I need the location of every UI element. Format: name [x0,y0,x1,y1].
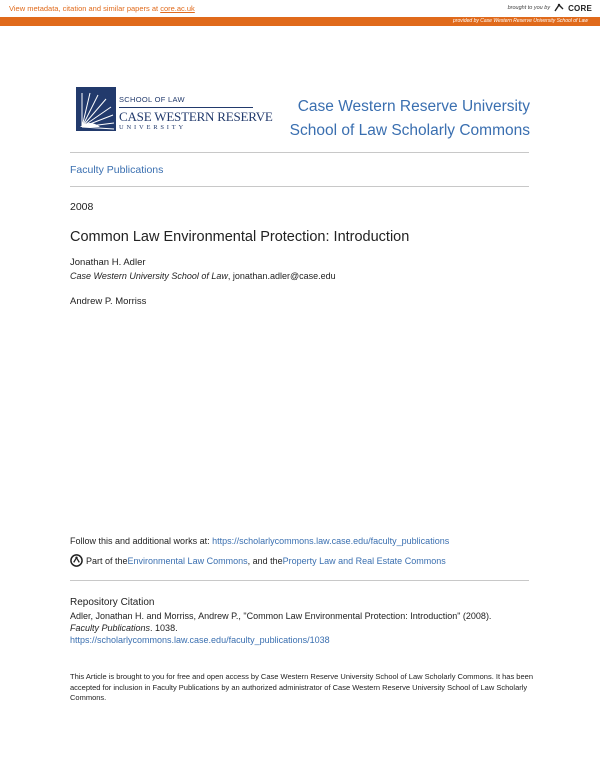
law-school-logo-icon [76,87,116,131]
series-divider [70,186,529,187]
partof-mid: , and the [247,555,283,566]
document-title: Common Law Environmental Protection: Introduction [70,229,410,245]
follow-prefix: Follow this and additional works at: [70,536,213,546]
environmental-law-commons-link[interactable]: Environmental Law Commons [127,555,248,566]
author-1: Jonathan H. Adler [70,257,146,268]
citation-heading: Repository Citation [70,597,155,608]
provided-by-text: provided by Case Western Reserve University School of Law [453,18,588,24]
institution-line-2[interactable]: School of Law Scholarly Commons [289,122,530,139]
author-1-affiliation [70,271,336,281]
brought-to-you-label: brought to you by [507,5,551,11]
core-label: CORE [568,3,592,13]
logo-university-label: UNIVERSITY [119,124,186,131]
citation-series-line [70,622,540,634]
institution-title[interactable] [290,95,530,143]
property-law-commons-link[interactable]: Property Law and Real Estate Commons [282,555,446,566]
follow-line [70,536,449,546]
affiliation-name: Case Western University School of Law [70,271,228,281]
citation-series: Faculty Publications [70,623,151,633]
author-2: Andrew P. Morriss [70,296,147,307]
author-1-email: , jonathan.adler@case.edu [227,271,336,281]
series-link[interactable]: Faculty Publications [70,164,164,176]
partof-prefix: Part of the [86,555,128,566]
metadata-link-prefix: View metadata, citation and similar papers at [9,4,161,13]
citation-url-link[interactable]: https://scholarlycommons.law.case.edu/faculty_publications/1038 [70,635,330,645]
header-divider [70,152,529,153]
core-metadata-link[interactable] [9,4,195,13]
commons-network-icon [70,554,83,567]
logo-rule [119,107,253,108]
core-domain-link[interactable]: core.ac.uk [160,4,195,13]
law-school-wordmark [119,95,273,131]
institution-line-1[interactable]: Case Western Reserve University [297,98,530,115]
citation-body [70,610,540,646]
access-note: This Article is brought to you for free and open access by Case Western Reserve University School of Law Scholarly Commons. It has been accepted for inclusion in Faculty Publications by an authorized administrator of Case Western Reserve University School of Law Scholarly Commons. [70,672,533,702]
core-badge[interactable] [508,2,592,14]
core-logo-icon [553,3,565,13]
part-of-line [70,554,446,567]
core-top-bar [0,0,600,17]
citation-number: . 1038. [150,623,178,633]
footer-divider [70,580,529,581]
citation-text: Adler, Jonathan H. and Morriss, Andrew P., "Common Law Environmental Protection: Introduction" (2008). [70,611,492,621]
provided-by-bar [0,17,600,26]
publication-year: 2008 [70,201,94,213]
logo-school-of-law: SCHOOL OF LAW [119,95,185,104]
logo-university-name: CASE WESTERN RESERVE [119,109,273,124]
follow-url-link[interactable]: https://scholarlycommons.law.case.edu/faculty_publications [212,536,450,546]
